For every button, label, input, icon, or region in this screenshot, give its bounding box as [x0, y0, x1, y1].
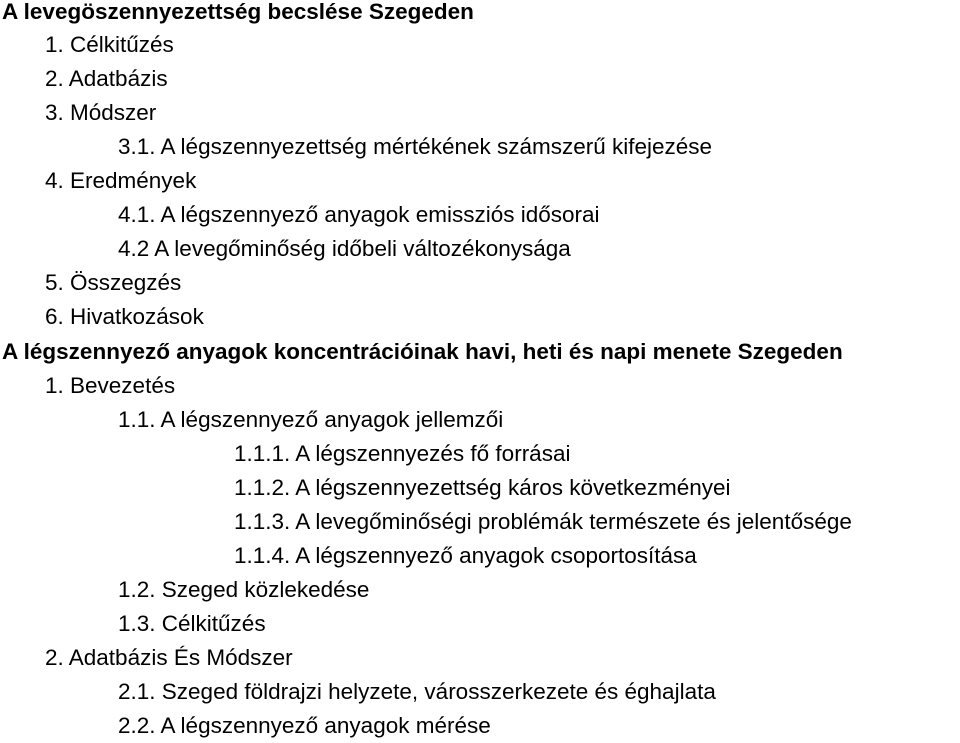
toc-item-pollutant-characteristics[interactable]: 1.1. A légszennyező anyagok jellemzői — [118, 407, 504, 432]
toc-item-pollution-consequences[interactable]: 1.1.2. A légszennyezettség káros következményei — [234, 475, 731, 500]
toc-item-pollution-sources[interactable]: 1.1.1. A légszennyezés fő forrásai — [234, 441, 571, 466]
toc-item-method[interactable]: 3. Módszer — [45, 100, 157, 125]
toc-item-szeged-geography[interactable]: 2.1. Szeged földrajzi helyzete, városszerkezete és éghajlata — [118, 679, 716, 704]
toc-item-air-quality-problems[interactable]: 1.1.3. A levegőminőségi problémák természete és jelentősége — [234, 509, 852, 534]
toc-item-database[interactable]: 2. Adatbázis — [45, 66, 168, 91]
toc-item-emission-time-series[interactable]: 4.1. A légszennyező anyagok emissziós idősorai — [118, 202, 600, 227]
section-title-air-pollution-estimate[interactable]: A levegöszennyezettség becslése Szegeden — [2, 0, 474, 24]
toc-item-objective[interactable]: 1. Célkitűzés — [45, 32, 174, 57]
toc-item-objective-2[interactable]: 1.3. Célkitűzés — [118, 611, 266, 636]
toc-item-szeged-traffic[interactable]: 1.2. Szeged közlekedése — [118, 577, 370, 602]
toc-item-quantification[interactable]: 3.1. A légszennyezettség mértékének számszerű kifejezése — [118, 134, 713, 159]
toc-item-results[interactable]: 4. Eredmények — [45, 168, 197, 193]
toc-item-introduction[interactable]: 1. Bevezetés — [45, 373, 176, 398]
section-title-concentration-trends[interactable]: A légszennyező anyagok koncentrációinak havi, heti és napi menete Szegeden — [2, 339, 843, 364]
toc-item-pollutant-grouping[interactable]: 1.1.4. A légszennyező anyagok csoportosítása — [234, 543, 697, 568]
toc-item-references[interactable]: 6. Hivatkozások — [45, 304, 204, 329]
toc-item-pollutant-measurement[interactable]: 2.2. A légszennyező anyagok mérése — [118, 713, 491, 738]
toc-item-database-and-method[interactable]: 2. Adatbázis És Módszer — [45, 645, 293, 670]
toc-item-air-quality-variability[interactable]: 4.2 A levegőminőség időbeli változékonysága — [118, 236, 571, 261]
toc-item-summary[interactable]: 5. Összegzés — [45, 270, 182, 295]
